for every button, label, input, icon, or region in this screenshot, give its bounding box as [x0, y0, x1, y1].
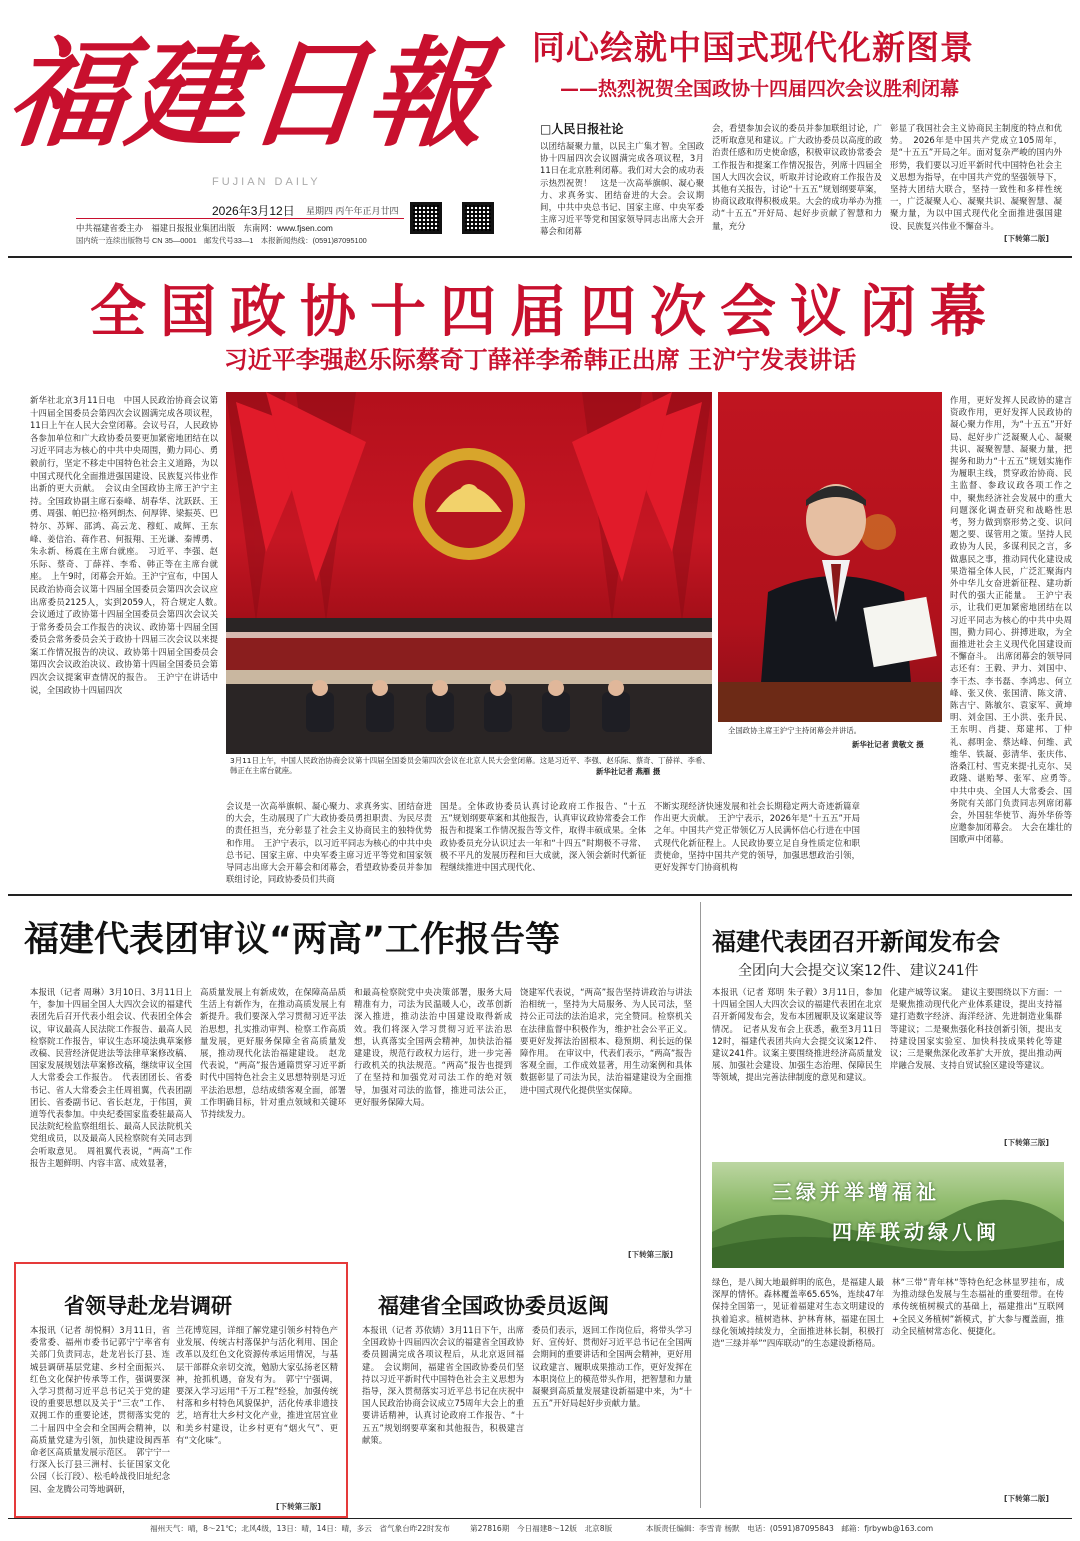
footer-editor: 本版责任编辑：李雪青 杨默 电话：(0591)87095843 邮箱：fjrbywb@163.com [646, 1524, 934, 1533]
green-banner [712, 1162, 1064, 1268]
story-b-subtitle: 全团向大会提交议案12件、建议241件 [738, 963, 979, 979]
masthead-rule [76, 218, 404, 219]
story-a-col-4: 饶建军代表说，“两高”报告坚持讲政治与讲法治相统一，坚持为大局服务、为人民司法，坚持公正司法的法治追求，完全赞同。检察机关在法律监督中积极作为，维护社会公平正义。要更好发挥法治固根本、稳预期、利长远的保障作用。 在审议中，代表们表示，“两高”报告客观全面，工作成效显著，用生动案例和具体数据彰显了司法为民，法治福建建设为全面推进中国式现代化提供坚实保障。 [520, 987, 692, 1095]
main-story-left-col: 新华社北京3月11日电 中国人民政治协商会议第十四届全国委员会第四次会议圆满完成各项议程，11日上午在人民大会堂闭幕。会议号召，人民政协各参加单位和广大政协委员要更加紧密地团结在以习近平同志为核心的中共中央周围，勤力同心、勇毅前行，坚定不移走中国特色社会主义道路，为以中国式现代化全面推进强国建设、民族复兴伟业作出新的更大贡献。 会议由全国政协主席王沪宁主持。全国政协副主席石泰峰、胡春华、沈跃跃、王勇、周强、帕巴拉·格列朗杰、何厚铧、梁振英、巴特尔、苏辉、邵鸿、高云龙、穆虹、咸辉、王东峰、姜信治、蒋作君、何报翔、王光谦、秦博勇、朱永新、杨震在主席台就座。 习近平、李强、赵乐际、蔡奇、丁薛祥、李希、韩正等在主席台就座。 上午9时，闭幕会开始。王沪宁宣布，中国人民政治协商会议第十四届全国委员会第四次会议应出席委员2125人，实到2059人，符合规定人数。 会议通过了政协第十四届全国委员会第四次会议关于常务委员会工作报告的决议、政协第十四届全国委员会常务委员会关于政协十四届三次会议以来提案工作情况报告的决议、政协第十四届全国委员会第四次会议政治决议、政协第十四届全国委员会第四次会议提案审查情况的报告。 王沪宁在讲话中说，全国政协十四届四次 [30, 395, 227, 695]
info-line: 国内统一连续出版物号 CN 35—0001 邮发代号33—1 本报新闻热线：(0591)87095100 [76, 236, 367, 245]
lead-col-3-jump[interactable]: [下转第二版] [1004, 234, 1049, 243]
story-a-col-1: 本报讯（记者 周琳）3月10日、3月11日上午，参加十四届全国人大四次会议的福建代表团先后召开代表小组会议、代表团全体会议，审议最高人民法院工作报告、最高人民检察院工作报告，审议生态环境法典草案修改稿、民营经济促进法等法律草案修改稿、国家发展规划法草案修改稿，继续审议全国人大常委会工作报告。 代表团团长、省委书记、省人大常委会主任周祖翼，代表团副团长、省委副书记、省长赵龙，于伟国，黄道等代表参加。中央纪委国家监委驻最高人民法院纪检监察组组长、最高人民法院机关党组成员，以及最高人民检察院有关同志到会听取意见。 周祖翼代表说，“两高”工作报告主题鲜明、内容丰富、成效显著， [30, 987, 192, 1168]
story-a-col-2: 高质量发展上有新成效，在保障高品质生活上有新作为，在推动高质发展上有新提升。我们要深入学习贯彻习近平法治思想，扎实推动审判、检察工作高质量发展，更好服务保障全省高质量发展，推动现代化法治福建建设。 赵龙代表说，“两高”报告通篇贯穿习近平新时代中国特色社会主义思想特别是习近平法治思想，总结成绩客观全面，部署工作明确目标，针对重点领域和关键环节持续发力。 [200, 987, 346, 1120]
story-c-col-2: 兰花博览园，详细了解党建引领乡村特色产业发展、传统古村落保护与活化利用、国企改革以及红色文化资源传承运用情况，与基层干部群众亲切交流，勉励大家弘扬老区精神，抢抓机遇，奋发有为。 郭宁宁强调，要深入学习运用“千万工程”经验，加强传统村落和乡村特色风貌保护，活化传承非遗技艺，培育壮大乡村文化产业，推进宜居宜业和美乡村建设，让乡村更有“烟火气”、更有“文化味”。 [176, 1325, 338, 1445]
footer-issue: 第27816期 今日福建8～12版 北京8版 [470, 1524, 613, 1533]
logo-text: 福建日報 [0, 24, 496, 163]
story-d-col-1: 本报讯（记者 苏依婧）3月11日下午，出席全国政协十四届四次会议的福建省全国政协委员圆满完成各项议程后，从北京返回福建。 会议期间，福建省全国政协委员们坚持以习近平新时代中国特色社会主义思想为指导，深入贯彻落实习近平总书记在庆祝中国人民政治协商会议成立75周年大会上的重要讲话精神，认真讨论政府工作报告、“十五五”规划纲要草案和其他报告，积极建言献策。 [362, 1325, 524, 1445]
story-b-col-2: 化建产城等议案。 建议主要围绕以下方面：一是聚焦推动现代化产业体系建设，提出支持福建打造数字经济、海洋经济、先进制造业集群等建议；二是聚焦强化科技创新引领，提出支持建设国家实验室、加快科技成果转化等建议；三是聚焦深化改革扩大开放，提出推动两岸融合发展、支持自贸试验区建设等建议。 [890, 987, 1062, 1071]
main-story-right-col: 作用，更好发挥人民政协的建言资政作用，更好发挥人民政协的凝心聚力作用，为“十五五”开好局、起好步广泛凝聚人心、凝聚共识、凝聚智慧、凝聚力量，把握务和助力“十五五”规划实施作为履职主线，贯穿政治协商、民主监督、参政议政各项工作之中，聚焦经济社会发展中的重大问题深化调查研究和战略性思考，努力做到察形势之变、识问题之要、谋管用之策。坚持人民政协为人民，多谋利民之言，多做惠民之事，推动同代化建设成果造福全体人民，广泛汇聚海内外中华儿女奋进新征程、建功新时代的强大正能量。 王沪宁表示，让我们更加紧密地团结在以习近平同志为核心的中共中央周围，勤力同心、拼搏进取，为全面推进社会主义现代化国建设而不懈奋斗。 出席闭幕会的领导同志还有：王毅、尹力、刘国中、李干杰、李书磊、李鸿忠、何立峰、张又侠、张国清、陈文清、陈吉宁、陈敏尔、袁家军、黄坤明、刘金国、王小洪、张升民、王东明、肖捷、郑建邦、丁仲礼、郝明金、蔡达峰、何维、武维华、铁凝、彭清华、张庆伟、洛桑江村、雪克来提·扎克尔、吴政隆、谌贻琴、张军、应勇等。 中共中央、全国人大常委会、国务院有关部门负责同志列席闭幕会，外国驻华使节、海外华侨等应邀参加闭幕会。 大会在雄壮的国歌声中闭幕。 [950, 395, 1080, 845]
story-d-col-2: 委员们表示，返回工作岗位后，将带头学习好、宣传好、贯彻好习近平总书记在全国两会期间的重要讲话和全国两会精神，更好用议政建言、履职成果推动工作，更好发挥在本职岗位上的模范带头作用，把智慧和力量凝聚到高质量发展建设新福建中来，为“十五五”开好局起好步贡献力量。 [532, 1325, 692, 1409]
main-headline: 全国政协十四届四次会议闭幕 [90, 280, 1000, 345]
green-banner-line-2: 四库联动绿八闽 [832, 1220, 1000, 1244]
story-c-jump[interactable]: [下转第三版] [276, 1502, 321, 1511]
story-d-title: 福建省全国政协委员返闽 [378, 1294, 609, 1318]
logo-english: FUJIAN DAILY [212, 176, 321, 188]
story-b-col-1: 本报讯（记者 郑明 朱子毅）3月11日，参加十四届全国人大四次会议的福建代表团在北京召开新闻发布会，发布本团履职及议案建议等情况。 记者从发布会上获悉，截至3月11日12时，福建代表团共向大会提交议案12件、建议241件。议案主要围绕推进经济高质量发展、加强社会建设、加强生态治理、保障民生等领域，提出完善法律制度的意见和建议。 [712, 987, 882, 1083]
story-b-jump[interactable]: [下转第三版] [1004, 1138, 1049, 1147]
story-a-col-3: 和最高检察院党中央决策部署，服务大局精准有力，司法为民温暖人心，改革创新深入推进，推动法治中国建设取得新成效。我们将深入学习贯彻习近平法治思想，认真落实全国两会精神，加快法治福建建设，规范行政权力运行，进一步完善行政机关的执法规范。“两高”报告也提到了在坚持和加强党对司法工作的绝对领导，加强对司法的监督，推进司法公正，更好服务保障大局。 [354, 987, 512, 1107]
side-photo-credit: 新华社记者 黄敬文 摄 [852, 740, 924, 749]
footer-weather: 福州天气：晴，8～21℃；北风4级，13日：晴，14日：晴，多云 省气象台昨22时发布 [150, 1524, 450, 1533]
side-photo-caption: 全国政协主席王沪宁主持闭幕会并讲话。 [728, 726, 862, 735]
issue-date: 2026年3月12日 [212, 204, 295, 218]
green-story-jump[interactable]: [下转第二版] [1004, 1494, 1049, 1503]
lead-col-2: 会，看望参加会议的委员并参加联组讨论，广泛听取意见和建议。广大政协委员以高度的政治责任感和历史使命感，积极审议政协常委会工作报告和提案工作情况报告，列席十四届全国人大四次会议，听取并讨论政府工作报告及其他有关报告，讨论“十五五”规划纲要草案，协商议政取得积极成果。大会的成功举办为推动“十五五”开好局、起好步贡献了智慧和力量，充分 [712, 123, 882, 231]
vertical-divider [700, 902, 701, 1508]
hall-illustration [226, 392, 712, 754]
publisher-line: 中共福建省委主办 福建日报报业集团出版 东南网：www.fjsen.com [76, 223, 333, 233]
lead-title: 同心绘就中国式现代化新图景 [532, 28, 974, 67]
main-story-col-c: 不断实现经济快速发展和社会长期稳定两大奇迹新篇章作出更大贡献。 王沪宁表示，2026年是“十五五”开局之年。中国共产党正带领亿万人民满怀信心行进在中国式现代化新征程上。人民政协要立足自身性质定位和职责使命，坚持中国共产党的领导，加强思想政治引领，更好发挥专门协商机构 [654, 801, 860, 873]
main-photo-hall [226, 392, 712, 754]
main-photo-caption: 3月11日上午，中国人民政治协商会议第十四届全国委员会第四次会议在北京人民大会堂闭幕。这是习近平、李强、赵乐际、蔡奇、丁薛祥、李希、韩正在主席台就座。 [230, 756, 710, 775]
main-story-col-b: 国是。全体政协委员认真讨论政府工作报告、“十五五”规划纲要草案和其他报告，认真审议政协常委会工作报告和提案工作情况报告等文件，取得丰硕成果。全体政协委员充分认识过去一年和“十四五”时期极不寻常、极不平凡的发展历程和巨大成就，深入领会新时代新征程继续推进中国式现代化、 [440, 801, 646, 873]
side-photo-speaker [718, 392, 942, 722]
story-b-title: 福建代表团召开新闻发布会 [712, 928, 1000, 956]
top-section-rule [8, 256, 1072, 258]
mid-section-rule [8, 894, 1072, 896]
qr-code-1[interactable] [410, 202, 442, 234]
issue-weekday: 星期四 丙午年正月廿四 [306, 206, 399, 216]
green-story-col-1: 绿色，是八闽大地最鲜明的底色，是福建人最深厚的情怀。森林覆盖率65.65%，连续47年保持全国第一，见证着福建对生态文明建设的执着追求。植树造林、护林育林，福建在国土绿化领域持续发力，全面推进林长制，积极打造“三绿并举”“四库联动”的生态建设新格局。 [712, 1277, 884, 1349]
qr-code-2[interactable] [462, 202, 494, 234]
main-photo-credit: 新华社记者 燕雁 摄 [596, 767, 661, 776]
story-a-title: 福建代表团审议“两高”工作报告等 [24, 920, 561, 960]
main-subheadline: 习近平李强赵乐际蔡奇丁薛祥李希韩正出席 王沪宁发表讲话 [223, 346, 857, 374]
lead-source: □人民日报社论 [540, 122, 624, 136]
lead-col-1: 以团结凝聚力量，以民主广集才智。全国政协十四届四次会议圆满完成各项议程，3月11日在北京胜利闭幕。我们对大会的成功表示热烈祝贺！ 这是一次高举旗帜、凝心聚力、求真务实、团结奋进的大会。会议期间，中共中央总书记、国家主席、中央军委主席习近平等党和国家领导同志出席大会开幕会和闭幕 [540, 141, 704, 237]
story-a-jump[interactable]: [下转第三版] [628, 1250, 673, 1259]
story-c-title: 省领导赴龙岩调研 [64, 1294, 232, 1318]
story-c-col-1: 本报讯（记者 胡悦桐）3月11日，省委常委、福州市委书记郭宁宁率省有关部门负责同志，赴龙岩长汀县、连城县调研基层党建、乡村全面振兴、红色文化保护传承等工作，强调要深入学习贯彻习近平总书记关于党的建设的重要思想以及关于“三农”工作、双拥工作的重要论述，贯彻落实党的二十届四中全会和全国两会精神，以高质量党建为引领，加快建设闽西革命老区高质量发展示范区。 郭宁宁一行深入长汀县三洲村、长征国家文化公园（长汀段）、松毛岭战役旧址纪念园、金龙腾公司等地调研， [30, 1325, 170, 1494]
main-story-col-a: 会议是一次高举旗帜、凝心聚力、求真务实、团结奋进的大会，生动展现了广大政协委员勇担职责、为民尽责的责任担当，充分彰显了社会主义协商民主的独特优势和作用。 王沪宁表示，以习近平同志为核心的中共中央总书记、国家主席、中央军委主席习近平等党和国家领导同志出席大会开幕会和闭幕会，看望政协委员并参加联组讨论，同政协委员们共商 [226, 801, 432, 885]
green-story-col-2: 林“三带”青年林“等特色纪念林显罗挂布，成为推动绿色发展与生态福祉的重要纽带。在传承传统植树模式的基础上，福建推出“互联网+全民义务植树”新模式，扩大参与覆盖面，推动全民植树常态化、便捷化。 [892, 1277, 1064, 1336]
green-banner-line-1: 三绿并举增福祉 [772, 1180, 940, 1204]
footer-rule [8, 1518, 1072, 1519]
lead-subtitle: ——热烈祝贺全国政协十四届四次会议胜利闭幕 [560, 78, 960, 100]
speaker-illustration [718, 392, 942, 722]
lead-col-3: 彰显了我国社会主义协商民主制度的特点和优势。 2026年是中国共产党成立105周年，是“十五五”开局之年。面对复杂严峻的国内外形势，我们要以习近平新时代中国特色社会主义思想为指导，在中国共产党的坚强领导下，坚持大团结大联合，坚持一致性和多样性统一，广泛凝聚人心、凝聚共识、凝聚智慧、凝聚力量，为以中国式现代化全面推进强国建设、民族复兴伟业不懈奋斗。 [890, 123, 1062, 231]
